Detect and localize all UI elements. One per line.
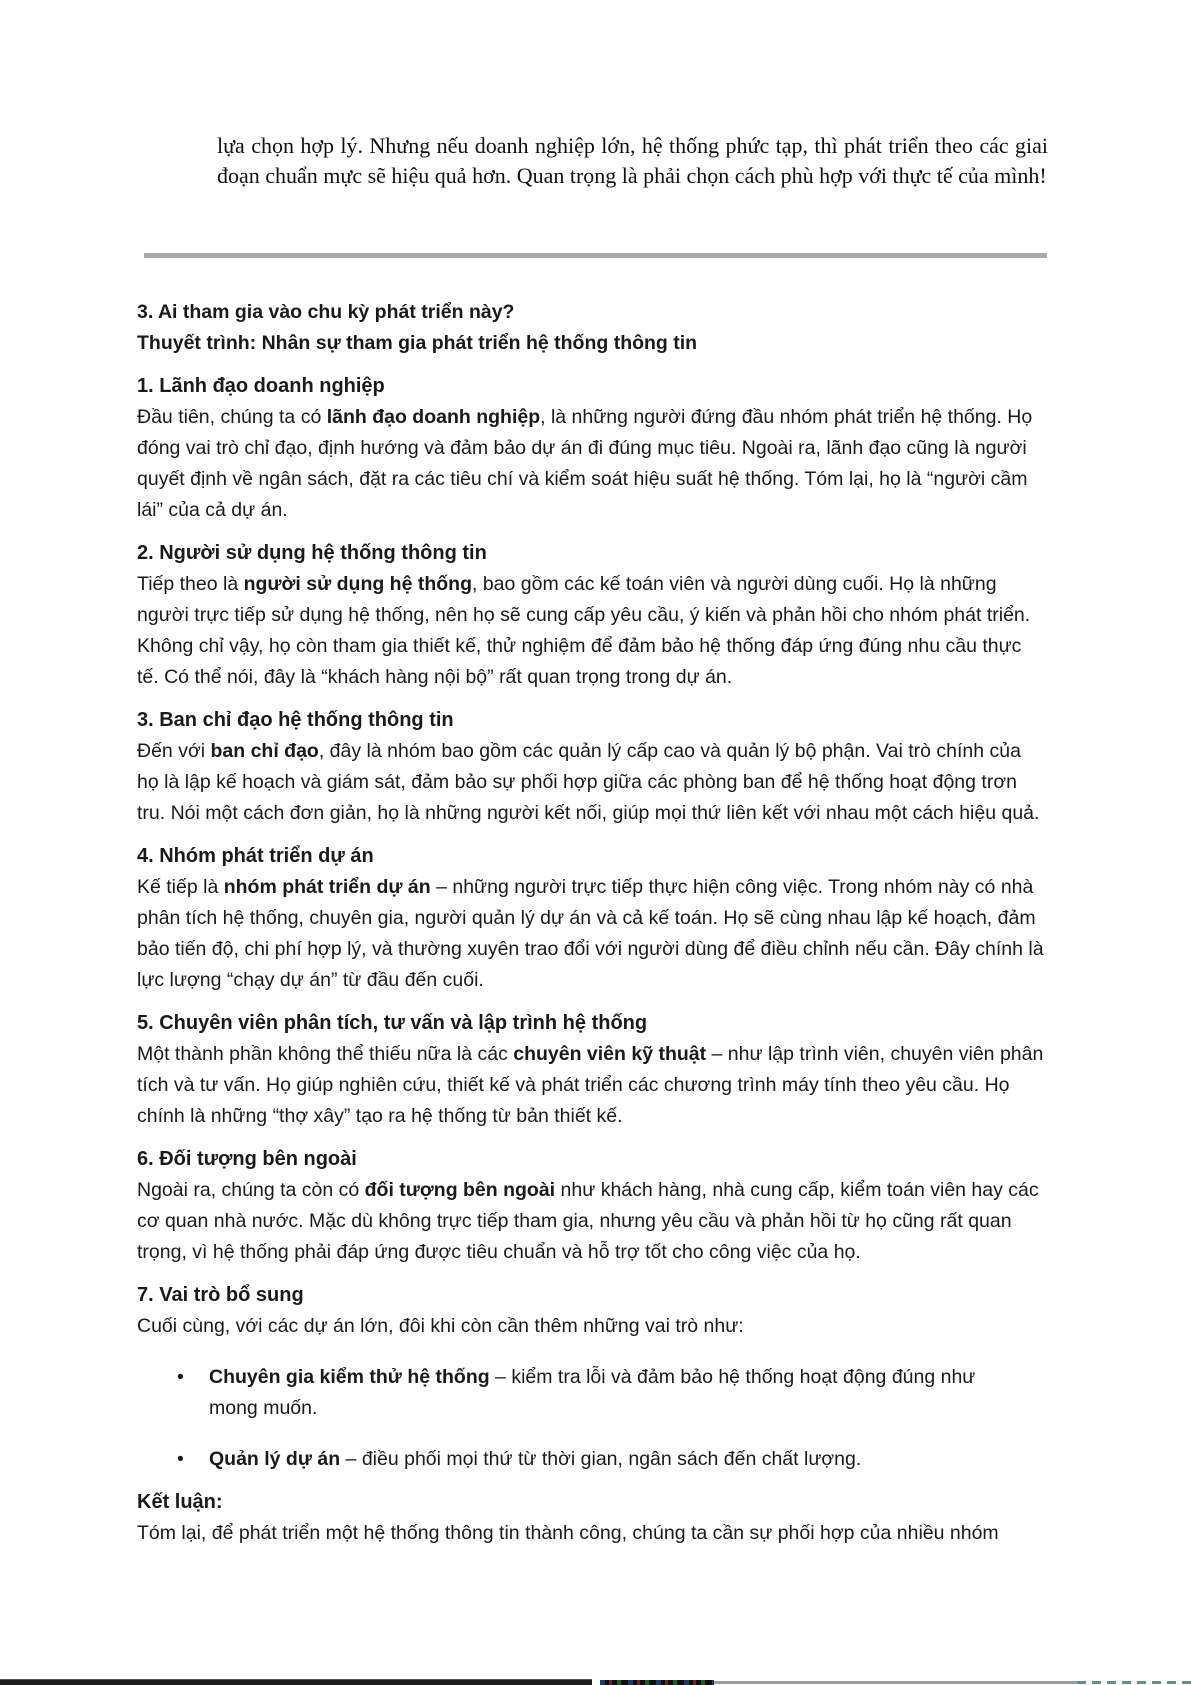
body-text: Đến với — [137, 740, 211, 762]
taskbar-dashed-segment — [1077, 1681, 1191, 1684]
body-text: Đầu tiên, chúng ta có — [137, 406, 327, 428]
section — [137, 538, 1047, 693]
section-paragraph — [137, 569, 1047, 693]
emphasis-text: lãnh đạo doanh nghiệp — [326, 406, 541, 428]
taskbar-gap — [592, 1680, 600, 1685]
section — [137, 841, 1047, 996]
bullet-list — [137, 1362, 1047, 1475]
document-body — [137, 297, 1047, 1549]
body-text: Kế tiếp là — [137, 876, 224, 898]
subtitle: Thuyết trình: Nhân sự tham gia phát triển hệ thống thông tin — [137, 332, 698, 354]
body-text: – những người trực tiếp thực hiện công việc. Trong nhóm này có nhà phân tích hệ thống, chuyên gia, người quản lý dự án và cả kế toán. Họ sẽ cùng nhau lập kế hoạch, đảm bảo tiến độ, chi phí hợp lý, và thường xuyên trao đổi với người dùng để điều chỉnh nếu cần. Đây chính là lực lượng “chạy dự án” từ đầu đến cuối. — [137, 876, 1044, 991]
emphasis-text: đối tượng bên ngoài — [364, 1179, 556, 1201]
body-text: , đây là nhóm bao gồm các quản lý cấp cao và quản lý bộ phận. Vai trò chính của họ là lập kế hoạch và giám sát, đảm bảo sự phối hợp giữa các phòng ban để hệ thống hoạt động trơn tru. Nói một cách đơn giản, họ là những người kết nối, giúp mọi thứ liên kết với nhau một cách hiệu quả. — [137, 740, 1040, 824]
section-heading: 6. Đối tượng bên ngoài — [137, 1148, 357, 1170]
section — [137, 705, 1047, 829]
section — [137, 1487, 1047, 1549]
body-text: – điều phối mọi thứ từ thời gian, ngân sách đến chất lượng. — [340, 1448, 862, 1470]
body-text: Tóm lại, để phát triển một hệ thống thông tin thành công, chúng ta cần sự phối hợp của nhiều nhóm — [137, 1522, 999, 1544]
body-text: Ngoài ra, chúng ta còn có — [137, 1179, 365, 1201]
emphasis-text: ban chỉ đạo — [210, 740, 319, 762]
bullet-icon: • — [177, 1448, 184, 1470]
section-heading: 7. Vai trò bổ sung — [137, 1284, 304, 1306]
taskbar-app-icons-edge[interactable] — [600, 1680, 714, 1685]
body-text: , bao gồm các kế toán viên và người dùng cuối. Họ là những người trực tiếp sử dụng hệ thống, nên họ sẽ cung cấp yêu cầu, ý kiến và phản hồi cho nhóm phát triển. Không chỉ vậy, họ còn tham gia thiết kế, thử nghiệm để đảm bảo hệ thống đáp ứng đúng nhu cầu thực tế. Có thể nói, đây là “khách hàng nội bộ” rất quan trọng trong dự án. — [137, 573, 1031, 688]
bullet-icon: • — [177, 1366, 184, 1388]
taskbar-edge — [0, 1679, 1191, 1685]
body-text: – như lập trình viên, chuyên viên phân tích và tư vấn. Họ giúp nghiên cứu, thiết kế và phát triển các chương trình máy tính theo yêu cầu. Họ chính là những “thợ xây” tạo ra hệ thống từ bản thiết kế. — [137, 1043, 1044, 1127]
emphasis-text: Quản lý dự án — [209, 1448, 341, 1470]
horizontal-rule — [144, 253, 1047, 258]
section-heading: 3. Ban chỉ đạo hệ thống thông tin — [137, 709, 454, 731]
body-text: như khách hàng, nhà cung cấp, kiểm toán viên hay các cơ quan nhà nước. Mặc dù không trực tiếp tham gia, nhưng yêu cầu và phản hồi từ họ cũng rất quan trọng, vì hệ thống phải đáp ứng được tiêu chuẩn và hỗ trợ tốt cho công việc của họ. — [137, 1179, 1039, 1263]
section-heading: 5. Chuyên viên phân tích, tư vấn và lập trình hệ thống — [137, 1012, 648, 1034]
section-heading: Kết luận: — [137, 1491, 223, 1513]
section-title: 3. Ai tham gia vào chu kỳ phát triển này? — [137, 301, 515, 323]
section-paragraph — [137, 872, 1047, 996]
emphasis-text: Chuyên gia kiểm thử hệ thống — [209, 1366, 490, 1388]
section — [137, 371, 1047, 526]
section-paragraph — [137, 1039, 1047, 1132]
bullet-item — [137, 1444, 1047, 1475]
taskbar-dark-segment — [0, 1679, 592, 1685]
emphasis-text: nhóm phát triển dự án — [223, 876, 431, 898]
body-text: Cuối cùng, với các dự án lớn, đôi khi còn cần thêm những vai trò như: — [137, 1315, 744, 1337]
bullet-item — [137, 1362, 1047, 1424]
section — [137, 1280, 1047, 1475]
section-paragraph — [137, 1175, 1047, 1268]
emphasis-text: chuyên viên kỹ thuật — [513, 1043, 707, 1065]
section-paragraph — [137, 402, 1047, 526]
body-text: Một thành phần không thể thiếu nữa là các — [137, 1043, 514, 1065]
sections-container — [137, 371, 1047, 1549]
section-heading: 4. Nhóm phát triển dự án — [137, 845, 374, 867]
section — [137, 1008, 1047, 1132]
taskbar-light-segment — [714, 1681, 1077, 1684]
body-text: , là những người đứng đầu nhóm phát triển hệ thống. Họ đóng vai trò chỉ đạo, định hướng và đảm bảo dự án đi đúng mục tiêu. Ngoài ra, lãnh đạo cũng là người quyết định về ngân sách, đặt ra các tiêu chí và kiểm soát hiệu suất hệ thống. Tóm lại, họ là “người cầm lái” của cả dự án. — [137, 406, 1033, 521]
section-heading: 1. Lãnh đạo doanh nghiệp — [137, 375, 385, 397]
intro-paragraph: lựa chọn hợp lý. Nhưng nếu doanh nghiệp lớn, hệ thống phức tạp, thì phát triển theo các giai đoạn chuẩn mực sẽ hiệu quả hơn. Quan trọng là phải chọn cách phù hợp với thực tế của mình! — [217, 133, 1048, 188]
bullet-text — [209, 1362, 1047, 1424]
body-text: Tiếp theo là — [137, 573, 244, 595]
section-paragraph — [137, 736, 1047, 829]
section-paragraph — [137, 1518, 1047, 1549]
section-paragraph — [137, 1311, 1047, 1342]
section — [137, 1144, 1047, 1268]
body-text: – kiểm tra lỗi và đảm bảo hệ thống hoạt động đúng như mong muốn. — [209, 1366, 976, 1419]
emphasis-text: người sử dụng hệ thống — [243, 573, 472, 595]
section-heading: 2. Người sử dụng hệ thống thông tin — [137, 542, 487, 564]
bullet-text — [209, 1444, 1047, 1475]
